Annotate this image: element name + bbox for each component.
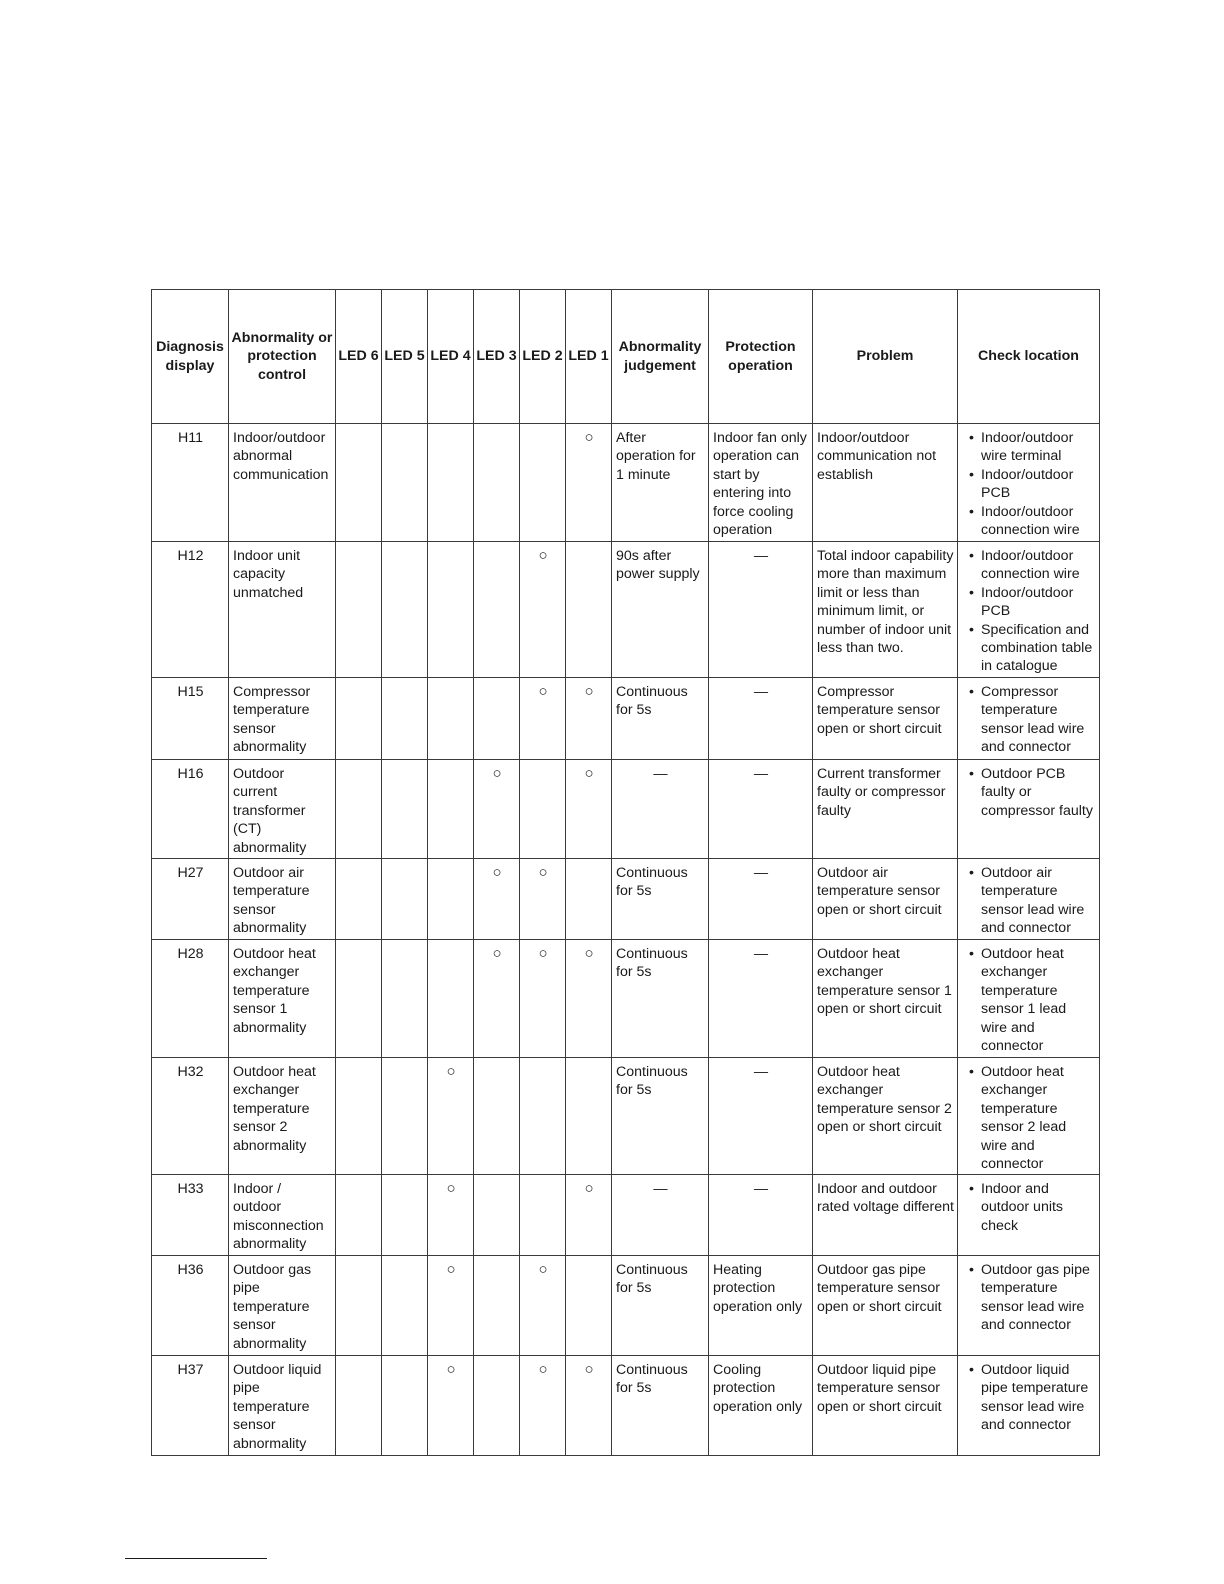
abnormality-cell: Outdoor heat exchanger temperature sensor 2 abnormality — [229, 1058, 336, 1175]
header-led2: LED 2 — [520, 290, 566, 424]
led-indicator-led4: ○ — [428, 1058, 474, 1175]
header-judgement: Abnormality judgement — [612, 290, 709, 424]
led-indicator-led3 — [474, 1356, 520, 1456]
table-row — [152, 859, 1100, 940]
diagnosis-code: H37 — [152, 1356, 229, 1456]
led-indicator-led5 — [382, 859, 428, 940]
led-indicator-led2: ○ — [520, 678, 566, 760]
led-indicator-led5 — [382, 424, 428, 542]
table-row — [152, 760, 1100, 859]
led-indicator-led3: ○ — [474, 760, 520, 859]
led-indicator-led6 — [336, 940, 382, 1058]
check-location-cell — [958, 859, 1100, 940]
led-indicator-led1 — [566, 542, 612, 678]
led-indicator-led6 — [336, 1256, 382, 1356]
check-location-cell — [958, 424, 1100, 542]
led-indicator-led3 — [474, 424, 520, 542]
abnormality-cell: Indoor unit capacity unmatched — [229, 542, 336, 678]
check-list — [962, 547, 1096, 676]
check-location-cell — [958, 1175, 1100, 1256]
problem-cell: Current transformer faulty or compressor faulty — [813, 760, 958, 859]
check-list — [962, 765, 1096, 820]
check-item: • Specification and combination table in catalogue — [962, 621, 1096, 676]
led-indicator-led4 — [428, 940, 474, 1058]
protection-cell: — — [709, 859, 813, 940]
check-location-cell — [958, 1058, 1100, 1175]
table-row — [152, 542, 1100, 678]
table-row — [152, 940, 1100, 1058]
led-indicator-led4: ○ — [428, 1356, 474, 1456]
diagnosis-code: H27 — [152, 859, 229, 940]
diagnosis-code: H28 — [152, 940, 229, 1058]
header-problem: Problem — [813, 290, 958, 424]
header-led3: LED 3 — [474, 290, 520, 424]
judgement-cell: After operation for 1 minute — [612, 424, 709, 542]
check-location-cell — [958, 760, 1100, 859]
protection-cell: Heating protection operation only — [709, 1256, 813, 1356]
led-indicator-led2: ○ — [520, 1256, 566, 1356]
led-indicator-led3: ○ — [474, 859, 520, 940]
led-indicator-led1: ○ — [566, 678, 612, 760]
check-item: • Compressor temperature sensor lead wire and connector — [962, 683, 1096, 757]
problem-cell: Outdoor gas pipe temperature sensor open or short circuit — [813, 1256, 958, 1356]
check-list — [962, 1063, 1096, 1173]
diagnosis-table — [151, 289, 1100, 1456]
diagnosis-code: H12 — [152, 542, 229, 678]
protection-cell: — — [709, 760, 813, 859]
led-indicator-led5 — [382, 760, 428, 859]
header-row — [152, 290, 1100, 424]
judgement-cell: — — [612, 1175, 709, 1256]
abnormality-cell: Outdoor liquid pipe temperature sensor abnormality — [229, 1356, 336, 1456]
header-check: Check location — [958, 290, 1100, 424]
led-indicator-led3 — [474, 1175, 520, 1256]
table-row — [152, 1356, 1100, 1456]
led-indicator-led1: ○ — [566, 1175, 612, 1256]
protection-cell: — — [709, 1058, 813, 1175]
led-indicator-led2: ○ — [520, 940, 566, 1058]
check-list — [962, 864, 1096, 938]
led-indicator-led5 — [382, 1058, 428, 1175]
led-indicator-led2: ○ — [520, 859, 566, 940]
footer-divider — [125, 1558, 267, 1559]
led-indicator-led1: ○ — [566, 940, 612, 1058]
header-led4: LED 4 — [428, 290, 474, 424]
led-indicator-led6 — [336, 1058, 382, 1175]
abnormality-cell: Indoor / outdoor misconnection abnormality — [229, 1175, 336, 1256]
judgement-cell: Continuous for 5s — [612, 1256, 709, 1356]
header-led5: LED 5 — [382, 290, 428, 424]
judgement-cell: Continuous for 5s — [612, 1058, 709, 1175]
diagnosis-code: H16 — [152, 760, 229, 859]
protection-cell: Cooling protection operation only — [709, 1356, 813, 1456]
problem-cell: Indoor and outdoor rated voltage different — [813, 1175, 958, 1256]
check-location-cell — [958, 542, 1100, 678]
led-indicator-led6 — [336, 859, 382, 940]
led-indicator-led4 — [428, 424, 474, 542]
led-indicator-led1: ○ — [566, 760, 612, 859]
abnormality-cell: Outdoor gas pipe temperature sensor abnormality — [229, 1256, 336, 1356]
judgement-cell: Continuous for 5s — [612, 678, 709, 760]
led-indicator-led4: ○ — [428, 1256, 474, 1356]
check-location-cell — [958, 678, 1100, 760]
check-list — [962, 1361, 1096, 1435]
problem-cell: Indoor/outdoor communication not establish — [813, 424, 958, 542]
led-indicator-led1 — [566, 1058, 612, 1175]
judgement-cell: — — [612, 760, 709, 859]
check-item: • Outdoor heat exchanger temperature sensor 1 lead wire and connector — [962, 945, 1096, 1055]
led-indicator-led3: ○ — [474, 940, 520, 1058]
protection-cell: — — [709, 678, 813, 760]
check-item: • Indoor/outdoor connection wire — [962, 547, 1096, 584]
led-indicator-led5 — [382, 678, 428, 760]
diagnosis-code: H15 — [152, 678, 229, 760]
problem-cell: Outdoor air temperature sensor open or short circuit — [813, 859, 958, 940]
judgement-cell: Continuous for 5s — [612, 1356, 709, 1456]
diagnosis-code: H11 — [152, 424, 229, 542]
check-item: • Indoor/outdoor wire terminal — [962, 429, 1096, 466]
problem-cell: Outdoor heat exchanger temperature sensor 1 open or short circuit — [813, 940, 958, 1058]
check-list — [962, 945, 1096, 1055]
led-indicator-led4 — [428, 760, 474, 859]
led-indicator-led6 — [336, 678, 382, 760]
table-row — [152, 1175, 1100, 1256]
led-indicator-led5 — [382, 1356, 428, 1456]
led-indicator-led2 — [520, 1058, 566, 1175]
table-body — [152, 424, 1100, 1456]
check-item: • Outdoor PCB faulty or compressor faulty — [962, 765, 1096, 820]
problem-cell: Total indoor capability more than maximum limit or less than minimum limit, or number of indoor unit less than two. — [813, 542, 958, 678]
header-abnormality: Abnormality or protection control — [229, 290, 336, 424]
led-indicator-led2 — [520, 424, 566, 542]
abnormality-cell: Outdoor air temperature sensor abnormality — [229, 859, 336, 940]
abnormality-cell: Indoor/outdoor abnormal communication — [229, 424, 336, 542]
table-row — [152, 424, 1100, 542]
problem-cell: Outdoor heat exchanger temperature sensor 2 open or short circuit — [813, 1058, 958, 1175]
abnormality-cell: Outdoor heat exchanger temperature sensor 1 abnormality — [229, 940, 336, 1058]
led-indicator-led5 — [382, 542, 428, 678]
led-indicator-led4 — [428, 678, 474, 760]
led-indicator-led1 — [566, 1256, 612, 1356]
judgement-cell: 90s after power supply — [612, 542, 709, 678]
check-item: • Outdoor liquid pipe temperature sensor lead wire and connector — [962, 1361, 1096, 1435]
led-indicator-led2 — [520, 760, 566, 859]
led-indicator-led2: ○ — [520, 542, 566, 678]
led-indicator-led2 — [520, 1175, 566, 1256]
judgement-cell: Continuous for 5s — [612, 940, 709, 1058]
problem-cell: Compressor temperature sensor open or short circuit — [813, 678, 958, 760]
led-indicator-led4 — [428, 859, 474, 940]
led-indicator-led3 — [474, 542, 520, 678]
diagnosis-code: H36 — [152, 1256, 229, 1356]
check-list — [962, 429, 1096, 539]
check-list — [962, 1261, 1096, 1335]
protection-cell: — — [709, 1175, 813, 1256]
led-indicator-led6 — [336, 542, 382, 678]
led-indicator-led5 — [382, 940, 428, 1058]
abnormality-cell: Compressor temperature sensor abnormality — [229, 678, 336, 760]
led-indicator-led1: ○ — [566, 1356, 612, 1456]
problem-cell: Outdoor liquid pipe temperature sensor open or short circuit — [813, 1356, 958, 1456]
led-indicator-led4 — [428, 542, 474, 678]
led-indicator-led6 — [336, 1356, 382, 1456]
header-diagnosis: Diagnosis display — [152, 290, 229, 424]
protection-cell: Indoor fan only operation can start by entering into force cooling operation — [709, 424, 813, 542]
judgement-cell: Continuous for 5s — [612, 859, 709, 940]
table-row — [152, 1256, 1100, 1356]
led-indicator-led3 — [474, 1256, 520, 1356]
header-led1: LED 1 — [566, 290, 612, 424]
abnormality-cell: Outdoor current transformer (CT) abnormality — [229, 760, 336, 859]
check-location-cell — [958, 940, 1100, 1058]
diagnosis-code: H33 — [152, 1175, 229, 1256]
protection-cell: — — [709, 542, 813, 678]
check-item: • Outdoor gas pipe temperature sensor lead wire and connector — [962, 1261, 1096, 1335]
header-protection: Protection operation — [709, 290, 813, 424]
led-indicator-led6 — [336, 424, 382, 542]
led-indicator-led6 — [336, 760, 382, 859]
check-item: • Outdoor heat exchanger temperature sensor 2 lead wire and connector — [962, 1063, 1096, 1173]
header-led6: LED 6 — [336, 290, 382, 424]
protection-cell: — — [709, 940, 813, 1058]
led-indicator-led3 — [474, 1058, 520, 1175]
table-row — [152, 678, 1100, 760]
check-item: • Indoor and outdoor units check — [962, 1180, 1096, 1235]
led-indicator-led5 — [382, 1175, 428, 1256]
check-item: • Indoor/outdoor connection wire — [962, 503, 1096, 540]
check-item: • Indoor/outdoor PCB — [962, 584, 1096, 621]
led-indicator-led5 — [382, 1256, 428, 1356]
check-location-cell — [958, 1356, 1100, 1456]
check-list — [962, 683, 1096, 757]
check-list — [962, 1180, 1096, 1235]
led-indicator-led2: ○ — [520, 1356, 566, 1456]
led-indicator-led3 — [474, 678, 520, 760]
check-location-cell — [958, 1256, 1100, 1356]
led-indicator-led1: ○ — [566, 424, 612, 542]
check-item: • Indoor/outdoor PCB — [962, 466, 1096, 503]
led-indicator-led4: ○ — [428, 1175, 474, 1256]
led-indicator-led1 — [566, 859, 612, 940]
led-indicator-led6 — [336, 1175, 382, 1256]
diagnosis-code: H32 — [152, 1058, 229, 1175]
table-row — [152, 1058, 1100, 1175]
check-item: • Outdoor air temperature sensor lead wire and connector — [962, 864, 1096, 938]
